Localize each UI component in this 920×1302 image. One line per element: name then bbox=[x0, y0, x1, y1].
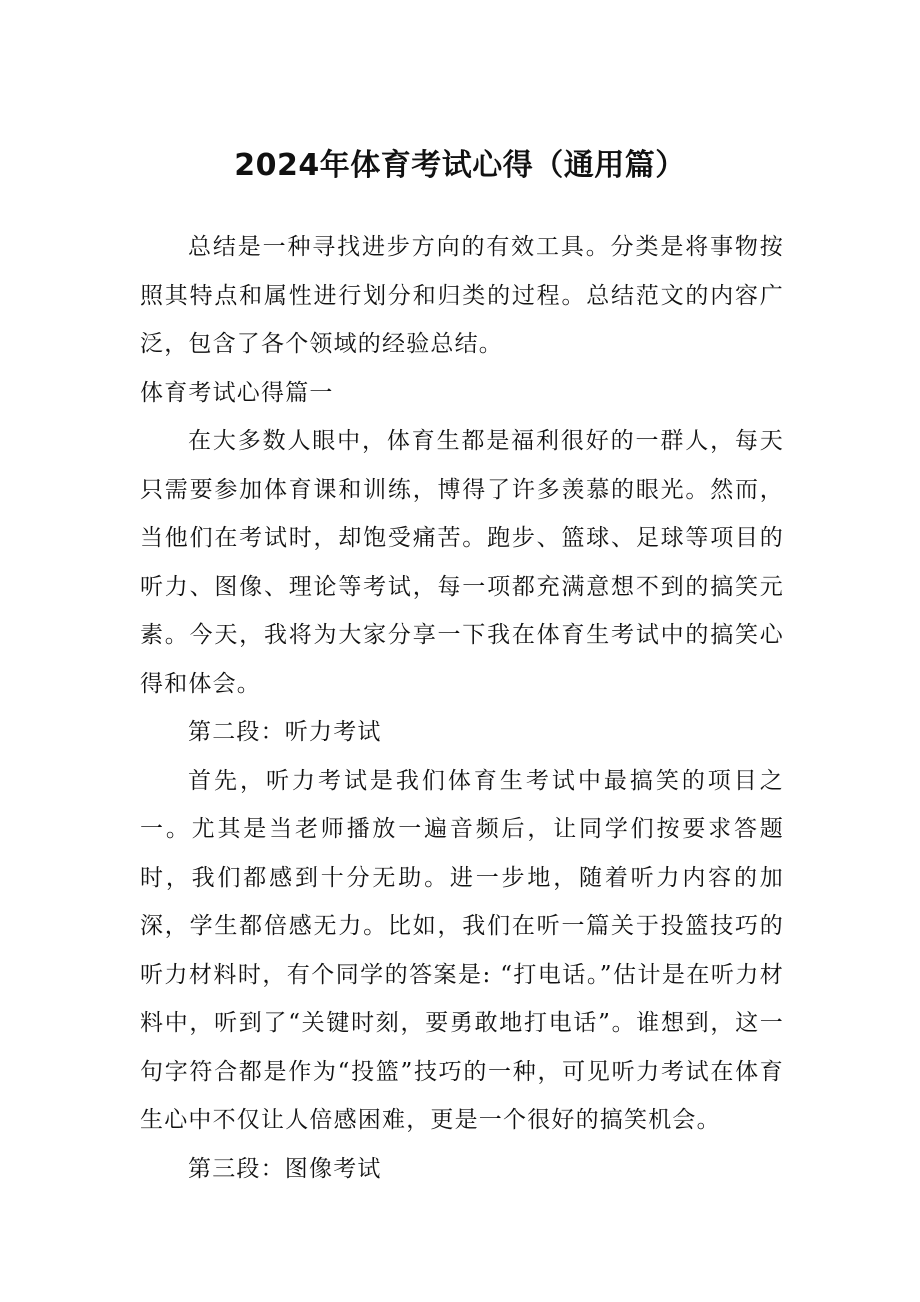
section-heading-listening: 第二段：听力考试 bbox=[188, 719, 382, 745]
section-heading-image: 第三段：图像考试 bbox=[188, 1155, 382, 1182]
body-paragraph-one: 在大多数人眼中，体育生都是福利很好的一群人，每天只需要参加体育课和训练，博得了许多羡慕的眼光。然而，当他们在考试时，却饱受痛苦。跑步、篮球、足球等项目的听力、图像、理论等考试，每一项都充满意想不到的搞笑元素。今天，我将为大家分享一下我在体育生考试中的搞笑心得和体会。 bbox=[140, 428, 784, 697]
document-body bbox=[140, 223, 784, 1193]
section-heading-part-one: 体育考试心得篇一 bbox=[140, 379, 334, 406]
body-paragraph-listening: 首先，听力考试是我们体育生考试中最搞笑的项目之一。尤其是当老师播放一遍音频后，让同学们按要求答题时，我们都感到十分无助。进一步地，随着听力内容的加深，学生都倍感无力。比如，我们在听一篇关于投篮技巧的听力材料时，有个同学的答案是: “打电话。”估计是在听力材料中，听到了“关键时刻，要勇敢地打电话”。谁想到，这一句字符合都是作为“投篮”技巧的一种，可见听力考试在体育生心中不仅让人倍感困难，更是一个很好的搞笑机会。 bbox=[140, 767, 784, 1133]
document-title: 2024年体育考试心得（通用篇） bbox=[234, 148, 686, 183]
intro-paragraph: 总结是一种寻找进步方向的有效工具。分类是将事物按照其特点和属性进行划分和归类的过程。总结范文的内容广泛，包含了各个领域的经验总结。 bbox=[140, 234, 784, 357]
